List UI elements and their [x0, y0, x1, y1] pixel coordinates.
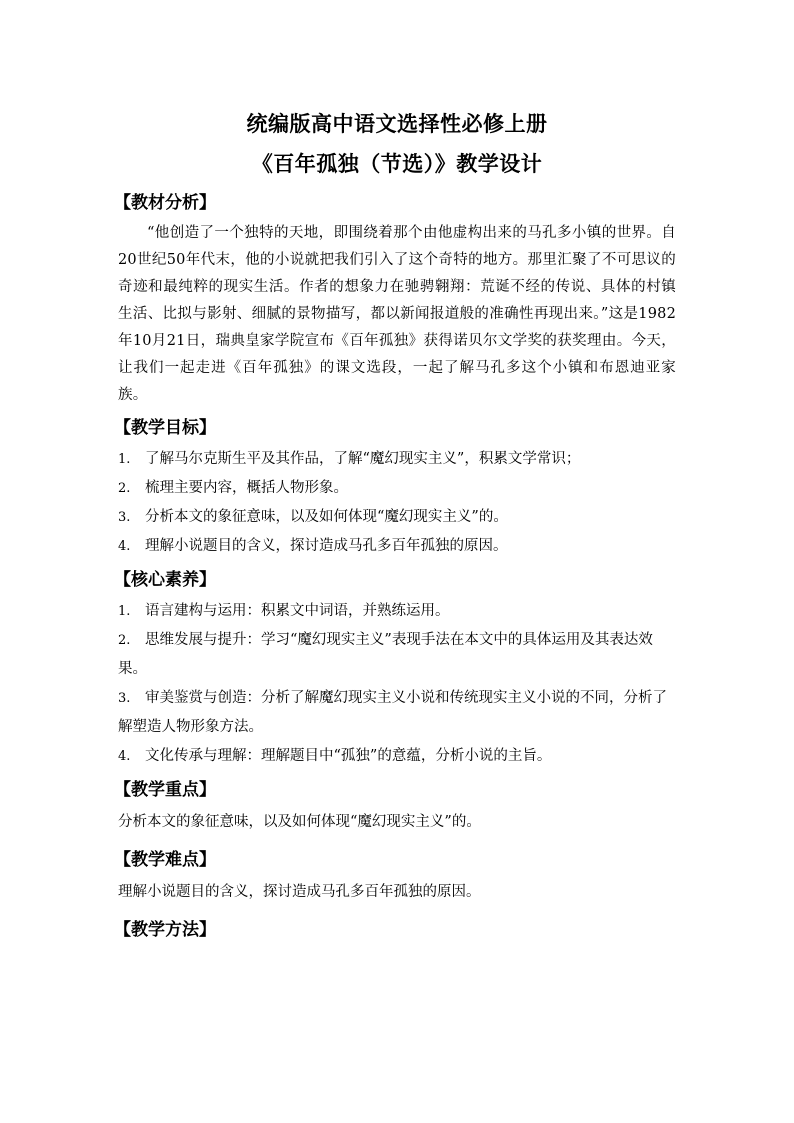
- literacy-list: [118, 597, 676, 771]
- document-title: 统编版高中语文选择性必修上册: [246, 111, 548, 136]
- section-heading-keypoints: 【教学重点】: [114, 780, 216, 800]
- list-item: [118, 474, 676, 503]
- list-item-text: 梳理主要内容，概括人物形象。: [145, 480, 348, 496]
- list-item-text: 了解马尔克斯生平及其作品，了解“魔幻现实主义”，积累文学常识；: [145, 451, 581, 467]
- list-item-number: 1.: [118, 604, 131, 619]
- document-subtitle: 《百年孤独（节选）》教学设计: [251, 151, 543, 176]
- list-item-text: 分析本文的象征意味，以及如何体现“魔幻现实主义”的。: [145, 509, 508, 525]
- list-item: [118, 503, 676, 532]
- list-item-text: 文化传承与理解：理解题目中“孤独”的意蕴，分析小说的主旨。: [145, 748, 552, 764]
- list-item: [118, 626, 676, 684]
- analysis-paragraph: “他创造了一个独特的天地，即围绕着那个由他虚构出来的马孔多小镇的世界。自20世纪50年代末，他的小说就把我们引入了这个奇特的地方。那里汇聚了不可思议的奇迹和最纯粹的现实生活。作者的想象力在驰骋翱翔：荒诞不经的传说、具体的村镇生活、比拟与影射、细腻的景物描写，都以新闻报道般的准确性再现出来。”这是1982年10月21日，瑞典皇家学院宣布《百年孤独》获得诺贝尔文学奖的获奖理由。今天，让我们一起走进《百年孤独》的课文选段，一起了解马孔多这个小镇和布恩迪亚家族。: [118, 225, 676, 403]
- list-item: [118, 742, 676, 771]
- section-heading-methods: 【教学方法】: [114, 920, 216, 940]
- keypoints-text: 分析本文的象征意味，以及如何体现“魔幻现实主义”的。: [118, 814, 481, 830]
- list-item: [118, 445, 676, 474]
- section-heading-analysis: 【教材分析】: [114, 193, 216, 213]
- list-item: [118, 532, 676, 561]
- list-item: [118, 684, 676, 742]
- list-item-text: 理解小说题目的含义，探讨造成马孔多百年孤独的原因。: [145, 538, 508, 554]
- list-item-text: 审美鉴赏与创造：分析了解魔幻现实主义小说和传统现实主义小说的不同，分析了解塑造人物形象方法。: [118, 690, 667, 735]
- difficulties-text: 理解小说题目的含义，探讨造成马孔多百年孤独的原因。: [118, 884, 481, 900]
- section-heading-difficulties: 【教学难点】: [114, 850, 216, 870]
- goals-list: [118, 445, 676, 561]
- list-item-text: 语言建构与运用：积累文中词语，并熟练运用。: [145, 603, 450, 619]
- section-heading-goals: 【教学目标】: [114, 418, 216, 438]
- list-item-number: 3.: [118, 510, 131, 525]
- section-heading-literacy: 【核心素养】: [114, 570, 216, 590]
- list-item-number: 3.: [118, 691, 131, 706]
- list-item-number: 4.: [118, 539, 131, 554]
- list-item-number: 1.: [118, 452, 131, 467]
- list-item-number: 2.: [118, 633, 131, 648]
- list-item-number: 2.: [118, 481, 131, 496]
- list-item-text: 思维发展与提升：学习“魔幻现实主义”表现手法在本文中的具体运用及其表达效果。: [118, 632, 653, 677]
- list-item: [118, 597, 676, 626]
- list-item-number: 4.: [118, 749, 131, 764]
